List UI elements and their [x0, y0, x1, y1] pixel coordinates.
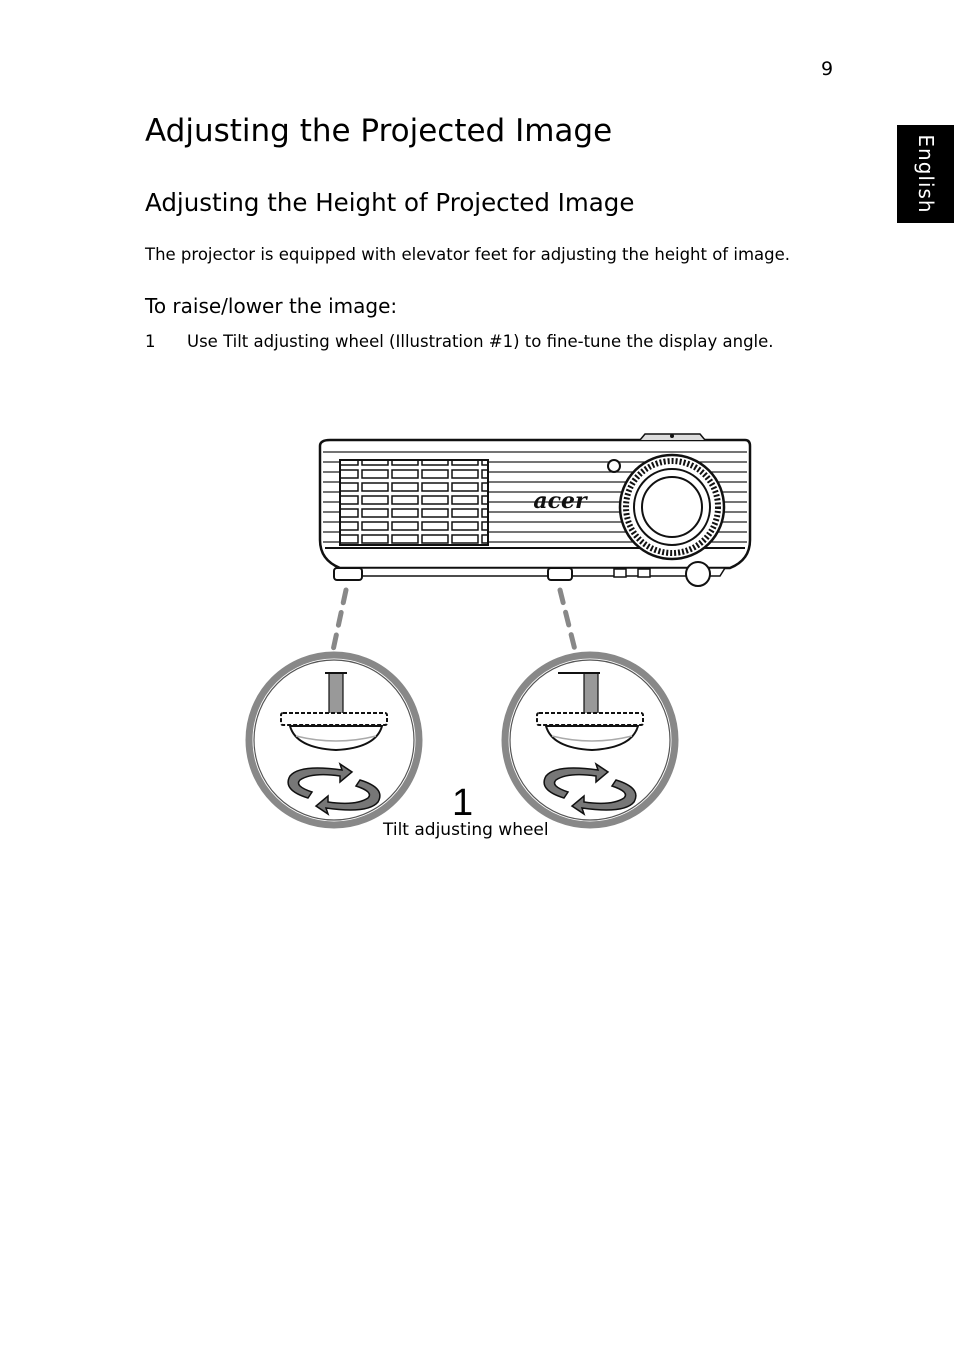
brand-logo: acer — [533, 488, 587, 514]
step-number: 1 — [145, 332, 156, 351]
page-title: Adjusting the Projected Image — [145, 113, 613, 149]
language-tab-label: English — [913, 134, 938, 214]
tilt-wheel-detail-right — [505, 655, 675, 825]
section-heading: Adjusting the Height of Projected Image — [145, 188, 635, 217]
callout-number: 1 — [452, 782, 474, 824]
lens — [620, 455, 724, 559]
page-number: 9 — [820, 58, 834, 80]
intro-paragraph: The projector is equipped with elevator feet for adjusting the height of image. — [145, 245, 790, 264]
projector-body — [320, 434, 750, 586]
procedure-title: To raise/lower the image: — [145, 294, 398, 318]
step-text: Use Tilt adjusting wheel (Illustration #1) to fine-tune the display angle. — [187, 332, 774, 351]
tilt-wheel-detail-left — [249, 655, 419, 825]
callout-caption: Tilt adjusting wheel — [383, 820, 549, 840]
